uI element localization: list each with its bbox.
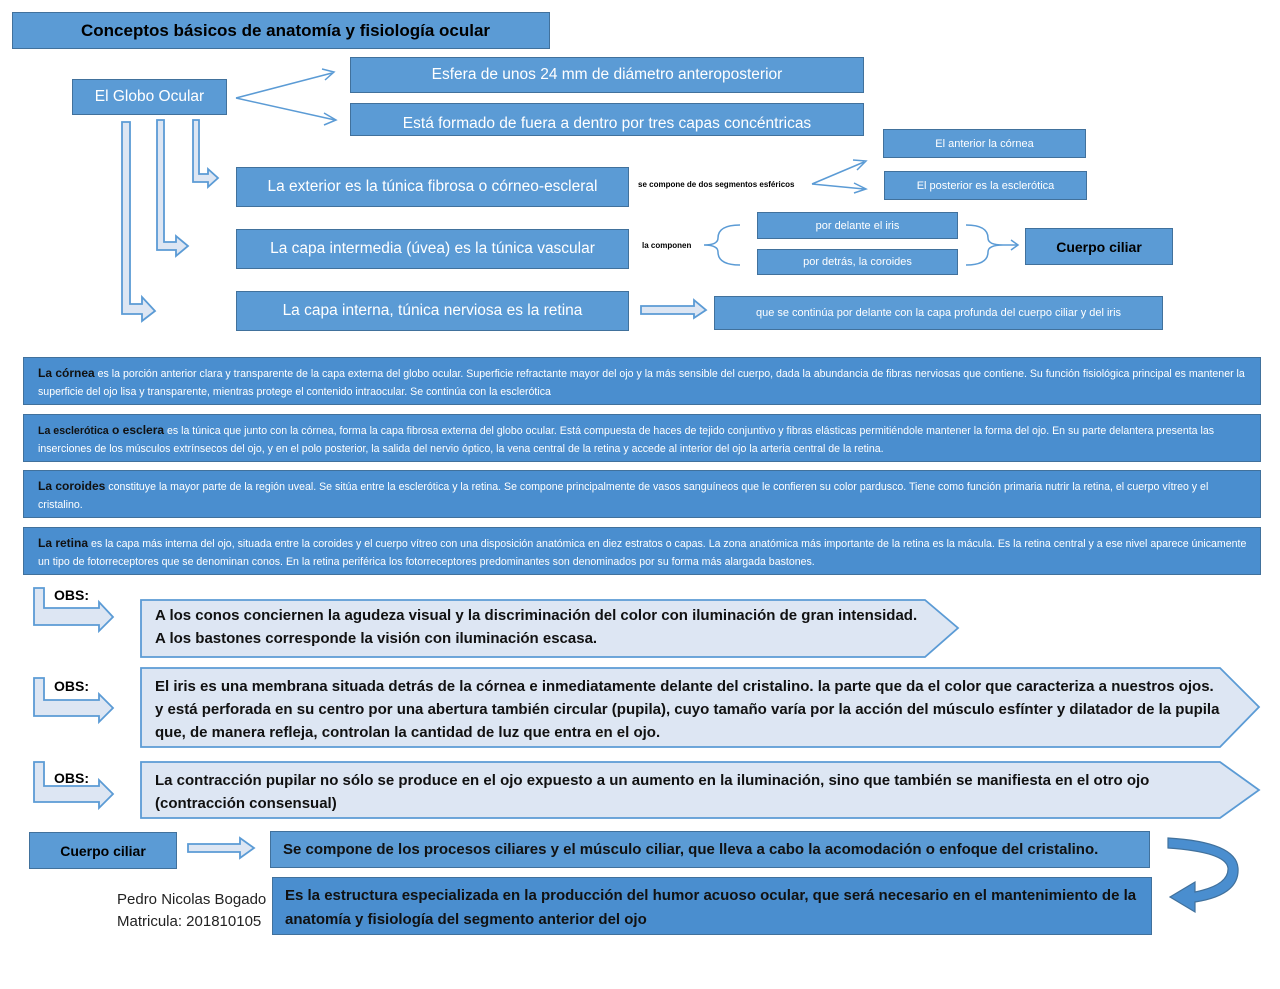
page-title: Conceptos básicos de anatomía y fisiología ocular <box>12 12 550 49</box>
def-cornea-text: es la porción anterior clara y transparente de la capa externa del globo ocular. Superficie refractante mayor del ojo y la más sensible del cuerpo, dada la abundancia de fibras nerviosas que contiene. Su función fisiológica principal es mantener la superficie del ojo lisa y transparente, mientras protege el contenido intraocular. Se continúa con la esclerótica <box>38 368 1245 398</box>
intermedia-note: la componen <box>642 241 692 250</box>
def-cornea <box>23 357 1261 405</box>
curved-arrow-icon <box>1168 838 1238 912</box>
esfera-box: Esfera de unos 24 mm de diámetro anteroposterior <box>350 57 864 93</box>
ciliar-estructura-text: Es la estructura especializada en la producción del humor acuoso ocular, que será necesario en el mantenimiento de la anatomía y fisiología del segmento anterior del ojo <box>285 887 1137 928</box>
anterior-box: El anterior la córnea <box>883 129 1086 158</box>
bent-arrow-intermedia <box>157 120 188 256</box>
arrow-retina-cont <box>641 300 706 318</box>
brace-right <box>966 225 1003 265</box>
formado-box: Está formado de fuera a dentro por tres capas concéntricas <box>350 103 864 136</box>
posterior-box: El posterior es la esclerótica <box>884 171 1087 200</box>
cuerpo-ciliar-box: Cuerpo ciliar <box>1025 228 1173 265</box>
arrow-ciliar <box>188 838 254 858</box>
obs-label-2: OBS: <box>54 678 89 694</box>
def-esclerotica <box>23 414 1261 462</box>
def-coroides-text: constituye la mayor parte de la región uveal. Se sitúa entre la esclerótica y la retina. Se compone principalmente de vasos sanguíneos que le confieren su color pardusco. Tiene como función primaria nutrir la retina, el cuerpo vítreo y el cristalino. <box>38 481 1209 511</box>
bent-arrow-interna <box>122 122 155 321</box>
arrow-globo-formado <box>236 98 335 120</box>
obs-label-3: OBS: <box>54 770 89 786</box>
exterior-note: se compone de dos segmentos esféricos <box>638 180 795 189</box>
obs-text-1-line2: A los bastones corresponde la visión con iluminación escasa. <box>155 630 598 647</box>
obs-text-1 <box>155 604 935 650</box>
obs-text-1-line1: A los conos conciernen la agudeza visual y la discriminación del color con iluminación de gran intensidad. <box>155 607 918 624</box>
capa-intermedia-box: La capa intermedia (úvea) es la túnica vascular <box>236 229 629 269</box>
coroides-box: por detrás, la coroides <box>757 249 958 275</box>
def-esclera-term: o esclera <box>108 423 165 437</box>
def-retina-text: es la capa más interna del ojo, situada entre la coroides y el cuerpo vítreo con una disposición anatómica en diez estratos o capas. La zona anatómica más importante de la retina es la mácula. Es la retina central y a ese nivel aparece únicamente un tipo de fotorreceptores que se denominan conos. En la retina periférica los fotorreceptores predominantes son denominados por su forma más alargada bastones. <box>38 538 1247 568</box>
obs-label-1: OBS: <box>54 587 89 603</box>
globo-ocular-box: El Globo Ocular <box>72 79 227 115</box>
def-retina-term: La retina <box>38 536 89 550</box>
ciliar-label-box: Cuerpo ciliar <box>29 832 177 869</box>
brace-left <box>704 225 740 265</box>
def-esclerotica-text: es la túnica que junto con la córnea, forma la capa fibrosa externa del globo ocular. Está compuesta de haces de tejido conjuntivo y fibras elásticas permitiéndole mantener la forma del ojo. En su parte delantera presenta las inserciones de los músculos extrínsecos del ojo, y en el polo posterior, la salida del nervio óptico, la vena central de la retina y accede al interior del ojo la arteria central de la retina. <box>38 425 1215 455</box>
bent-arrow-exterior <box>193 120 218 187</box>
def-cornea-term: La córnea <box>38 366 95 380</box>
footer-name: Pedro Nicolas Bogado <box>117 891 267 908</box>
obs-text-2: El iris es una membrana situada detrás de la córnea e inmediatamente delante del cristalino. la parte que da el color que caracteriza a nuestros ojos. y está perforada en su centro por una abertura también circular (pupila), cuyo tamaño varía por la acción del músculo esfínter y dilatador de la pupila que, de manera refleja, controlan la cantidad de luz que entra en el ojo. <box>155 678 1220 741</box>
capa-exterior-box: La exterior es la túnica fibrosa o córneo-escleral <box>236 167 629 207</box>
arrow-globo-esfera <box>236 73 332 98</box>
obs-text-3: La contracción pupilar no sólo se produce en el ojo expuesto a un aumento en la iluminación, sino que también se manifiesta en el otro ojo (contracción consensual) <box>155 772 1150 812</box>
def-coroides-term: La coroides <box>38 479 106 493</box>
def-coroides <box>23 470 1261 518</box>
capa-interna-box: La capa interna, túnica nerviosa es la retina <box>236 291 629 331</box>
arrow-to-anterior <box>812 162 864 184</box>
ciliar-compone-box: Se compone de los procesos ciliares y el músculo ciliar, que lleva a cabo la acomodación o enfoque del cristalino. <box>270 831 1150 868</box>
retina-cont-box: que se continúa por delante con la capa profunda del cuerpo ciliar y del iris <box>714 296 1163 330</box>
footer-author <box>117 889 266 933</box>
footer-matricula: Matricula: 201810105 <box>117 913 262 930</box>
ciliar-estructura-box <box>272 877 1152 935</box>
def-esclerotica-term: La esclerótica <box>38 425 109 437</box>
def-retina <box>23 527 1261 575</box>
iris-box: por delante el iris <box>757 212 958 239</box>
